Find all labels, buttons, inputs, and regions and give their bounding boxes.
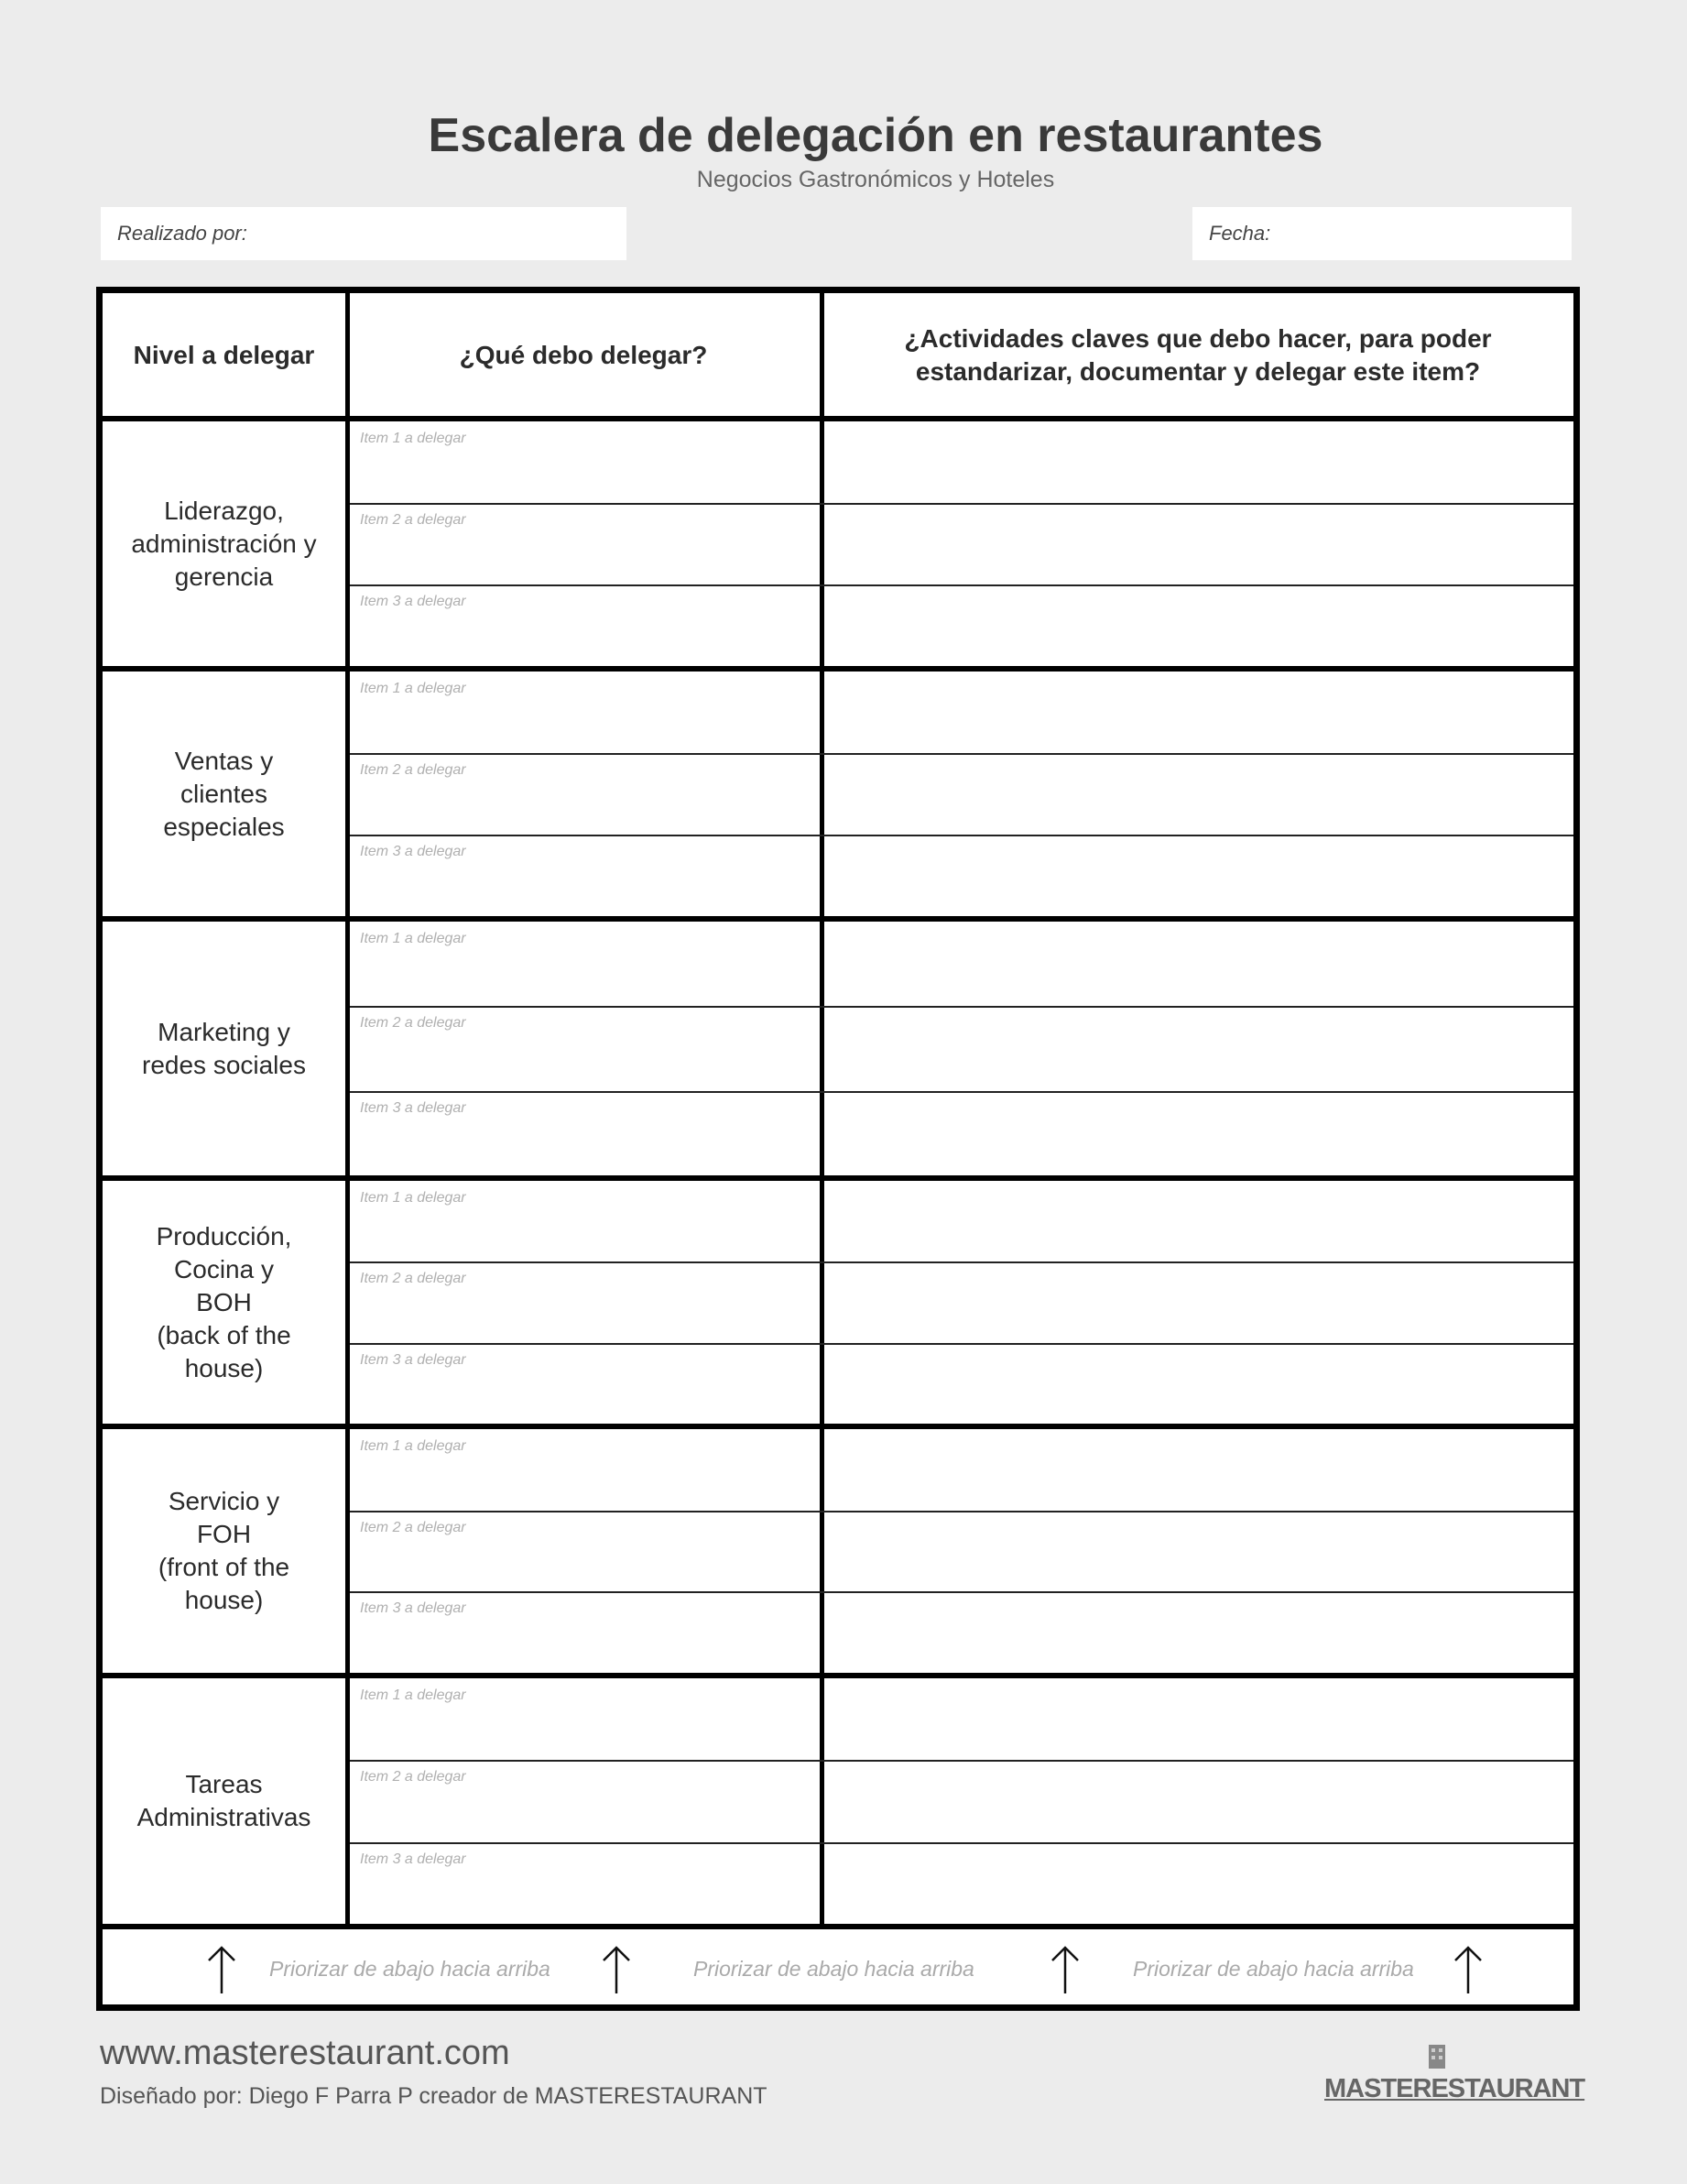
item-placeholder[interactable]: Item 3 a delegar <box>360 1600 466 1616</box>
priority-text: Priorizar de abajo hacia arriba <box>1133 1957 1414 1981</box>
item-placeholder[interactable]: Item 2 a delegar <box>360 1015 466 1031</box>
item-placeholder[interactable]: Item 1 a delegar <box>360 1190 466 1206</box>
item-placeholder[interactable]: Item 1 a delegar <box>360 1438 466 1454</box>
level-label: Producción, Cocina y BOH (back of the house) <box>156 1221 292 1382</box>
website-url[interactable]: www.masterestaurant.com <box>100 2034 510 2072</box>
column-header-what: ¿Qué debo delegar? <box>459 340 708 369</box>
level-label: Liderazgo, administración y gerencia <box>131 496 317 591</box>
item-placeholder[interactable]: Item 1 a delegar <box>360 1687 466 1703</box>
item-placeholder[interactable]: Item 2 a delegar <box>360 1271 466 1286</box>
item-row-divider <box>350 1091 1573 1093</box>
level-label: Marketing y redes sociales <box>142 1017 306 1079</box>
section-divider <box>103 1924 1573 1929</box>
date-label: Fecha: <box>1209 222 1271 245</box>
up-arrow-icon <box>1450 1944 1486 1995</box>
item-placeholder[interactable]: Item 2 a delegar <box>360 1520 466 1535</box>
date-field[interactable] <box>1192 207 1572 260</box>
item-placeholder[interactable]: Item 3 a delegar <box>360 594 466 609</box>
item-row-divider <box>350 753 1573 755</box>
item-row-divider <box>350 1591 1573 1593</box>
priority-text: Priorizar de abajo hacia arriba <box>693 1957 974 1981</box>
delegation-table <box>96 287 1580 2011</box>
item-row-divider <box>350 1760 1573 1762</box>
item-row-divider <box>350 835 1573 836</box>
up-arrow-icon <box>203 1944 240 1995</box>
item-placeholder[interactable]: Item 3 a delegar <box>360 1352 466 1368</box>
logo-text: MASTERESTAURANT <box>1324 2074 1585 2103</box>
designer-credit: Diseñado por: Diego F Parra P creador de MASTERESTAURANT <box>100 2083 767 2109</box>
item-placeholder[interactable]: Item 3 a delegar <box>360 1100 466 1116</box>
column-header-level: Nivel a delegar <box>133 340 315 369</box>
item-row-divider <box>350 584 1573 586</box>
page-title: Escalera de delegación en restaurantes <box>428 109 1323 162</box>
priority-text: Priorizar de abajo hacia arriba <box>269 1957 550 1981</box>
item-row-divider <box>350 1842 1573 1844</box>
level-label: Servicio y FOH (front of the house) <box>158 1487 290 1614</box>
item-row-divider <box>350 503 1573 505</box>
item-placeholder[interactable]: Item 2 a delegar <box>360 512 466 528</box>
brand-logo <box>1324 2043 1585 2113</box>
item-row-divider <box>350 1511 1573 1512</box>
item-placeholder[interactable]: Item 3 a delegar <box>360 1851 466 1867</box>
item-placeholder[interactable]: Item 2 a delegar <box>360 1769 466 1785</box>
column-header-activities: ¿Actividades claves que debo hacer, para poder estandarizar, documentar y delegar este item? <box>904 323 1492 386</box>
item-placeholder[interactable]: Item 2 a delegar <box>360 762 466 778</box>
item-row-divider <box>350 1261 1573 1263</box>
priority-row <box>103 1935 1573 2004</box>
item-placeholder[interactable]: Item 3 a delegar <box>360 844 466 859</box>
made-by-field[interactable] <box>101 207 626 260</box>
page-subtitle: Negocios Gastronómicos y Hoteles <box>696 167 1055 192</box>
level-label: Tareas Administrativas <box>136 1770 311 1831</box>
item-placeholder[interactable]: Item 1 a delegar <box>360 681 466 696</box>
up-arrow-icon <box>1047 1944 1083 1995</box>
column-divider <box>345 293 350 1929</box>
made-by-label: Realizado por: <box>117 222 247 245</box>
item-row-divider <box>350 1343 1573 1345</box>
logo-icon <box>1427 2043 1447 2070</box>
up-arrow-icon <box>598 1944 635 1995</box>
item-placeholder[interactable]: Item 1 a delegar <box>360 431 466 446</box>
item-row-divider <box>350 1006 1573 1008</box>
column-divider <box>820 293 824 1929</box>
item-placeholder[interactable]: Item 1 a delegar <box>360 931 466 946</box>
level-label: Ventas y clientes especiales <box>163 746 285 841</box>
